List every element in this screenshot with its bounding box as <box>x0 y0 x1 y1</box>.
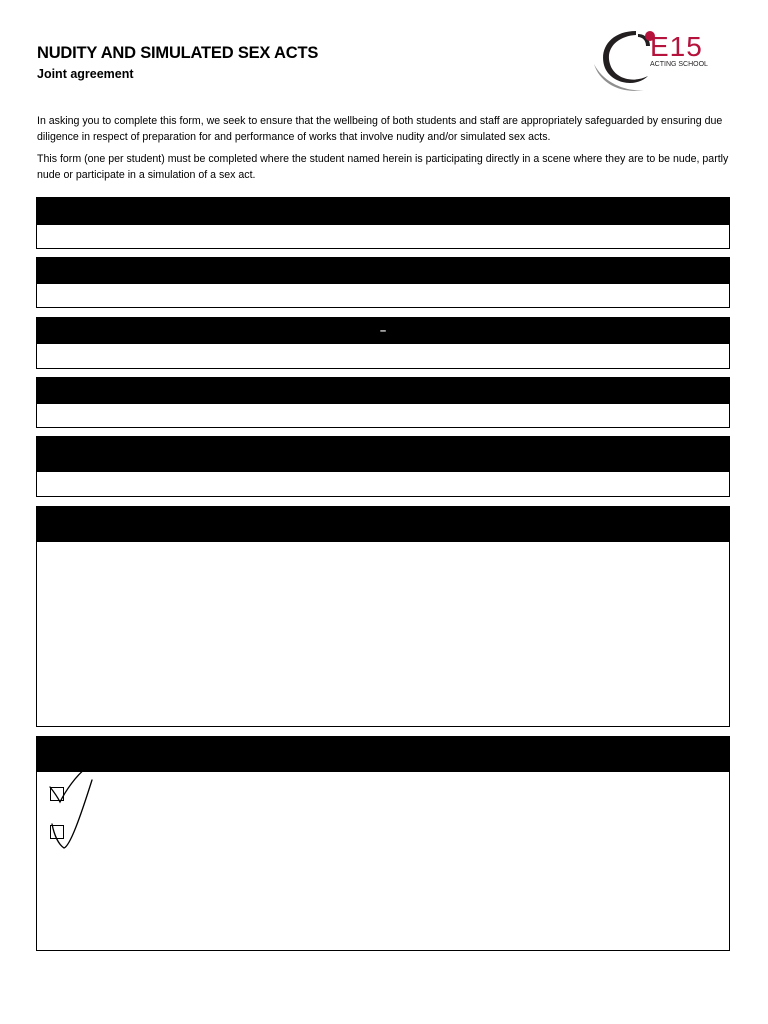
logo-main-text: E15 <box>650 31 703 62</box>
form-section-1 <box>36 197 730 249</box>
section-field[interactable] <box>37 344 729 368</box>
form-section-3 <box>36 317 730 369</box>
form-section-5 <box>36 436 730 497</box>
section-header <box>37 737 729 772</box>
checkbox[interactable] <box>50 825 64 839</box>
section-field[interactable] <box>37 472 729 496</box>
section-header <box>37 378 729 404</box>
page-title: NUDITY AND SIMULATED SEX ACTS <box>37 44 319 62</box>
logo-sub-text: ACTING SCHOOL <box>650 61 708 68</box>
intro-paragraph: This form (one per student) must be completed where the student named herein is participating directly in a scene where they are to be nude, partly nude or participate in a simulation of a sex act. <box>37 153 729 181</box>
section-header <box>37 258 729 284</box>
section-field[interactable] <box>37 284 729 307</box>
checkbox-area <box>37 772 729 950</box>
form-section-7 <box>36 736 730 951</box>
checkbox-row[interactable] <box>50 825 64 839</box>
section-header <box>37 198 729 225</box>
intro-text <box>37 114 731 190</box>
logo-ring <box>603 31 648 83</box>
checkbox-row[interactable] <box>50 787 64 801</box>
form-section-4 <box>36 377 730 428</box>
form-section-6 <box>36 506 730 727</box>
page-subtitle: Joint agreement <box>37 67 134 81</box>
section-header: – <box>37 318 729 344</box>
section-header <box>37 507 729 542</box>
section-header <box>37 437 729 472</box>
form-section-2 <box>36 257 730 308</box>
section-field[interactable] <box>37 404 729 427</box>
section-field[interactable] <box>37 225 729 248</box>
intro-paragraph: In asking you to complete this form, we seek to ensure that the wellbeing of both students and staff are appropriately safeguarded by ensuring due diligence in respect of preparation for and performance of works that involve nudity and/or simulated sex acts. <box>37 115 723 143</box>
checkbox[interactable] <box>50 787 64 801</box>
section-textarea[interactable] <box>37 542 729 726</box>
e15-logo <box>592 26 724 96</box>
